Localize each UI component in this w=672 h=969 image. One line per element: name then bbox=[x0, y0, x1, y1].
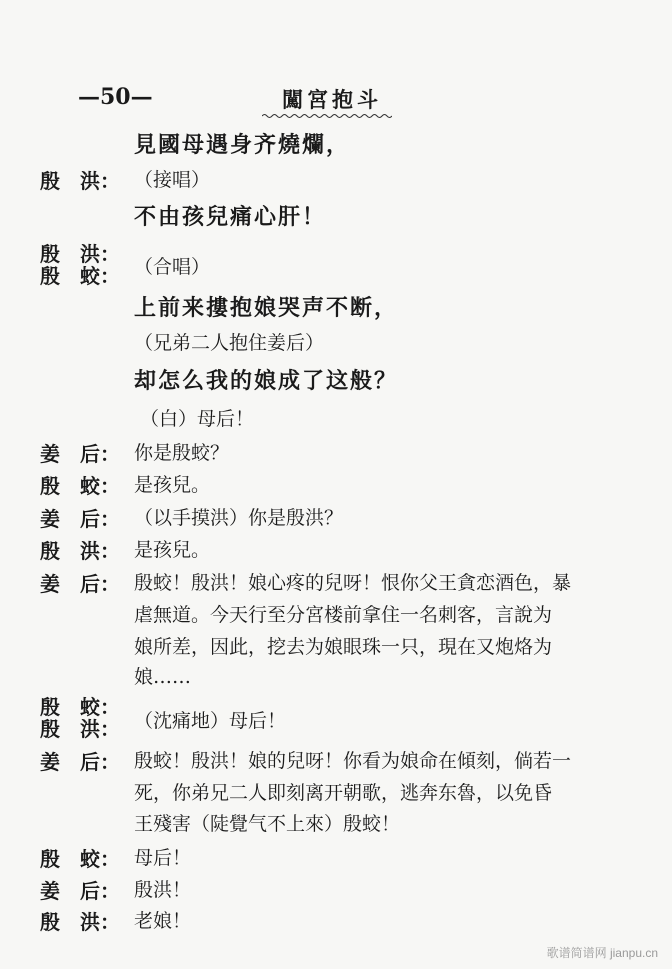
speaker-label: 殷 蛟： bbox=[40, 264, 120, 288]
dialogue-text: 娘所差，因此，挖去为娘眼珠一只，現在又炮烙为 bbox=[134, 636, 553, 658]
dialogue-text: 殷洪！ bbox=[134, 879, 192, 901]
speaker-label-stack bbox=[40, 696, 120, 740]
speaker-label: 姜 后： bbox=[40, 572, 120, 596]
dialogue-text: 娘…… bbox=[134, 666, 192, 688]
dialogue-text: 是孩兒。 bbox=[134, 539, 211, 561]
dialogue-text: 王殘害（陡覺气不上來）殷蛟！ bbox=[134, 813, 401, 835]
speaker-label: 姜 后： bbox=[40, 442, 120, 466]
sung-line: 見國母遇身齐燒爛， bbox=[134, 132, 351, 158]
dialogue-text: 是孩兒。 bbox=[134, 474, 211, 496]
stage-direction: （兄弟二人抱住姜后） bbox=[134, 332, 325, 354]
speaker-label: 殷 蛟： bbox=[40, 847, 120, 871]
speaker-label-stack bbox=[40, 243, 120, 287]
speaker-label: 殷 蛟： bbox=[40, 474, 120, 498]
spoken-line: （白）母后！ bbox=[140, 408, 255, 430]
speaker-label: 姜 后： bbox=[40, 879, 120, 903]
dialogue-text: 殷蛟！殷洪！娘的兒呀！你看为娘命在傾刻，倘若一 bbox=[134, 750, 572, 772]
watermark-text: 歌谱简谱网 jianpu.cn bbox=[546, 946, 658, 960]
speaker-label: 殷 洪： bbox=[40, 242, 120, 266]
speaker-label: 殷 洪： bbox=[40, 169, 120, 193]
sung-line: 不由孩兒痛心肝！ bbox=[134, 204, 327, 230]
page-number: —50— bbox=[78, 84, 153, 110]
stage-direction: （接唱） bbox=[134, 169, 211, 191]
dialogue-text: 死，你弟兄二人即刻离开朝歌，逃奔东魯，以免昏 bbox=[134, 782, 553, 804]
sung-line: 却怎么我的娘成了这般？ bbox=[134, 368, 399, 394]
dialogue-text: 殷蛟！殷洪！娘心疼的兒呀！恨你父王貪恋酒色，暴 bbox=[134, 572, 572, 594]
dialogue-text: （以手摸洪）你是殷洪？ bbox=[134, 507, 344, 529]
dialogue-text: 母后！ bbox=[134, 847, 192, 869]
dialogue-text: 虐無道。今天行至分宮楼前拿住一名刺客，言說为 bbox=[134, 604, 553, 626]
speaker-label: 殷 洪： bbox=[40, 717, 120, 741]
dialogue-text: 你是殷蛟？ bbox=[134, 442, 230, 464]
dialogue-text: 老娘！ bbox=[134, 910, 192, 932]
speaker-label: 殷 洪： bbox=[40, 910, 120, 934]
speaker-label: 殷 洪： bbox=[40, 539, 120, 563]
sung-line: 上前来摟抱娘哭声不断， bbox=[134, 295, 399, 321]
speaker-label: 姜 后： bbox=[40, 507, 120, 531]
stage-direction: （合唱） bbox=[134, 256, 211, 278]
title-wavy-underline bbox=[262, 113, 392, 119]
speaker-label: 姜 后： bbox=[40, 750, 120, 774]
running-title: 闖宮抱斗 bbox=[282, 87, 382, 112]
dialogue-text: （沈痛地）母后！ bbox=[134, 710, 287, 732]
speaker-label: 殷 蛟： bbox=[40, 695, 120, 719]
